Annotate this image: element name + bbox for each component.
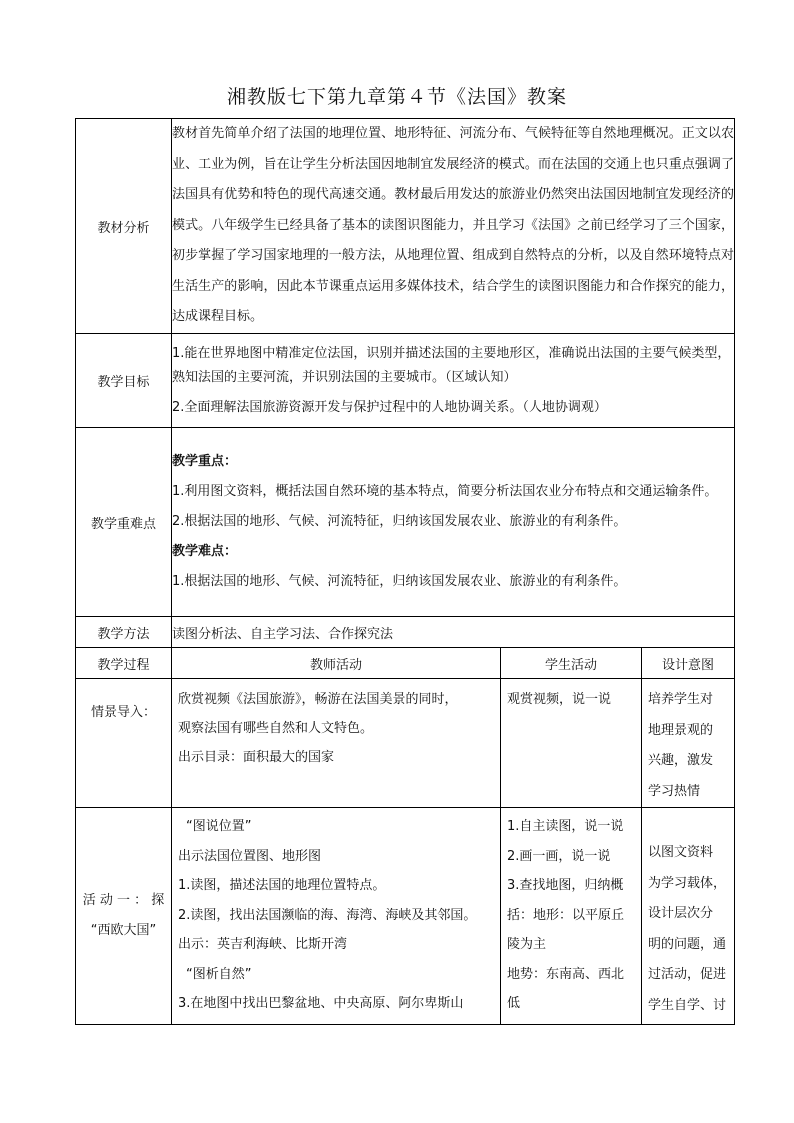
activity1-teacher-line-3: 1.读图，描述法国的地理位置特点。 [178, 878, 386, 893]
activity1-intent-line-4: 明的问题，通 [648, 936, 727, 952]
header-student: 学生活动 [501, 648, 642, 679]
objectives-content [172, 334, 735, 428]
activity1-label-line-2: “西欧大国” [90, 923, 157, 938]
objectives-row [76, 334, 735, 428]
objective-item-1: 1.能在世界地图中精准定位法国，识别并描述法国的主要地形区，准确说出法国的主要气候类型，熟知法国的主要河流，并识别法国的主要城市。（区域认知） [172, 345, 731, 385]
activity1-student-line-2: 2.画一画，说一说 [507, 848, 611, 864]
activity1-teacher-line-2: 出示法国位置图、地形图 [178, 848, 322, 864]
intro-teacher-line-3: 出示目录：面积最大的国家 [178, 750, 335, 765]
activity1-student-line-6: 地势：东南高、西北 [507, 966, 625, 982]
intro-design-intent [642, 679, 735, 808]
intro-intent-line-4: 学习热情 [648, 783, 701, 799]
activity1-student-line-4: 括：地形：以平原丘 [507, 907, 625, 923]
lesson-plan-table [75, 118, 735, 1025]
activity1-teacher-line-6: “图析自然” [186, 966, 252, 982]
intro-teacher-line-2: 观察法国有哪些自然和人文特色。 [178, 721, 374, 736]
difficulty-heading: 教学难点： [172, 544, 238, 559]
activity1-teacher-line-1: “图说位置” [186, 819, 252, 834]
activity1-design-intent [642, 808, 735, 1025]
key-item-1: 1.利用图文资料，概括法国自然环境的基本特点，简要分析法国农业分布特点和交通运输条件。 [172, 484, 718, 499]
activity1-intent-line-5: 过活动，促进 [648, 967, 727, 982]
intro-row [76, 679, 735, 808]
method-label: 教学方法 [76, 617, 172, 648]
page-title: 湘教版七下第九章第４节《法国》教案 [226, 86, 567, 108]
analysis-text: 教材首先简单介绍了法国的地理位置、地形特征、河流分布、气候特征等自然地理概况。正文以农业、工业为例，旨在让学生分析法国因地制宜发展经济的模式。而在法国的交通上也只重点强调了法国具有优势和特色的现代高速交通。教材最后用发达的旅游业仍然突出法国因地制宜发现经济的模式。八年级学生已经具备了基本的读图识图能力，并且学习《法国》之前已经学习了三个国家，初步掌握了学习国家地理的一般方法，从地理位置、组成到自然特点的分析，以及自然环境特点对生活生产的影响，因此本节课重点运用多媒体技术，结合学生的读图识图能力和合作探究的能力，达成课程目标。 [172, 119, 735, 334]
activity1-student-line-7: 低 [507, 996, 521, 1011]
intro-teacher-line-1: 欣赏视频《法国旅游》，畅游在法国美景的同时， [178, 692, 458, 707]
activity1-student-line-3: 3.查找地图，归纳概 [507, 878, 624, 893]
key-points-content [172, 428, 735, 617]
key-points-label: 教学重难点 [76, 428, 172, 617]
activity1-teacher-line-7: 3.在地图中找出巴黎盆地、中央高原、阿尔卑斯山 [178, 996, 464, 1011]
analysis-label: 教材分析 [76, 119, 172, 334]
activity1-teacher-activity [172, 808, 501, 1025]
activity1-intent-line-3: 设计层次分 [648, 906, 714, 921]
key-points-row [76, 428, 735, 617]
activity1-teacher-line-4: 2.读图，找出法国濒临的海、海湾、海峡及其邻国。 [178, 907, 477, 923]
header-process: 教学过程 [76, 648, 172, 679]
method-row [76, 617, 735, 648]
difficulty-item-1: 1.根据法国的地形、气候、河流特征，归纳该国发展农业、旅游业的有利条件。 [172, 574, 627, 589]
activity1-intent-line-1: 以图文资料 [648, 845, 714, 860]
method-text: 读图分析法、自主学习法、合作探究法 [172, 617, 735, 648]
activity1-teacher-line-5: 出示：英吉利海峡、比斯开湾 [178, 937, 348, 952]
activity1-student-line-5: 陵为主 [507, 937, 547, 952]
activity1-intent-line-6: 学生自学、讨 [648, 997, 727, 1013]
header-teacher: 教师活动 [172, 648, 501, 679]
intro-student-activity [501, 679, 642, 808]
activity1-row [76, 808, 735, 1025]
analysis-row [76, 119, 735, 334]
objectives-label: 教学目标 [76, 334, 172, 428]
intro-intent-line-2: 地理景观的 [648, 722, 714, 738]
activity1-intent-line-2: 为学习载体， [648, 875, 727, 891]
objective-item-2: 2.全面理解法国旅游资源开发与保护过程中的人地协调关系。（人地协调观） [172, 399, 607, 415]
intro-intent-line-3: 兴趣，激发 [648, 753, 714, 768]
intro-teacher-activity [172, 679, 501, 808]
header-intent: 设计意图 [642, 648, 735, 679]
activity1-label [76, 808, 172, 1025]
intro-intent-line-1: 培养学生对 [648, 692, 714, 707]
intro-label: 情景导入： [76, 679, 172, 808]
activity1-student-line-1: 1.自主读图，说一说 [507, 819, 624, 834]
intro-student-line-1: 观赏视频，说一说 [507, 692, 612, 707]
activity1-student-activity [501, 808, 642, 1025]
key-heading: 教学重点： [172, 454, 238, 469]
key-item-2: 2.根据法国的地形、气候、河流特征，归纳该国发展农业、旅游业的有利条件。 [172, 514, 627, 529]
process-header-row [76, 648, 735, 679]
activity1-label-line-1: 活 动 一 ： 探 [82, 893, 165, 908]
